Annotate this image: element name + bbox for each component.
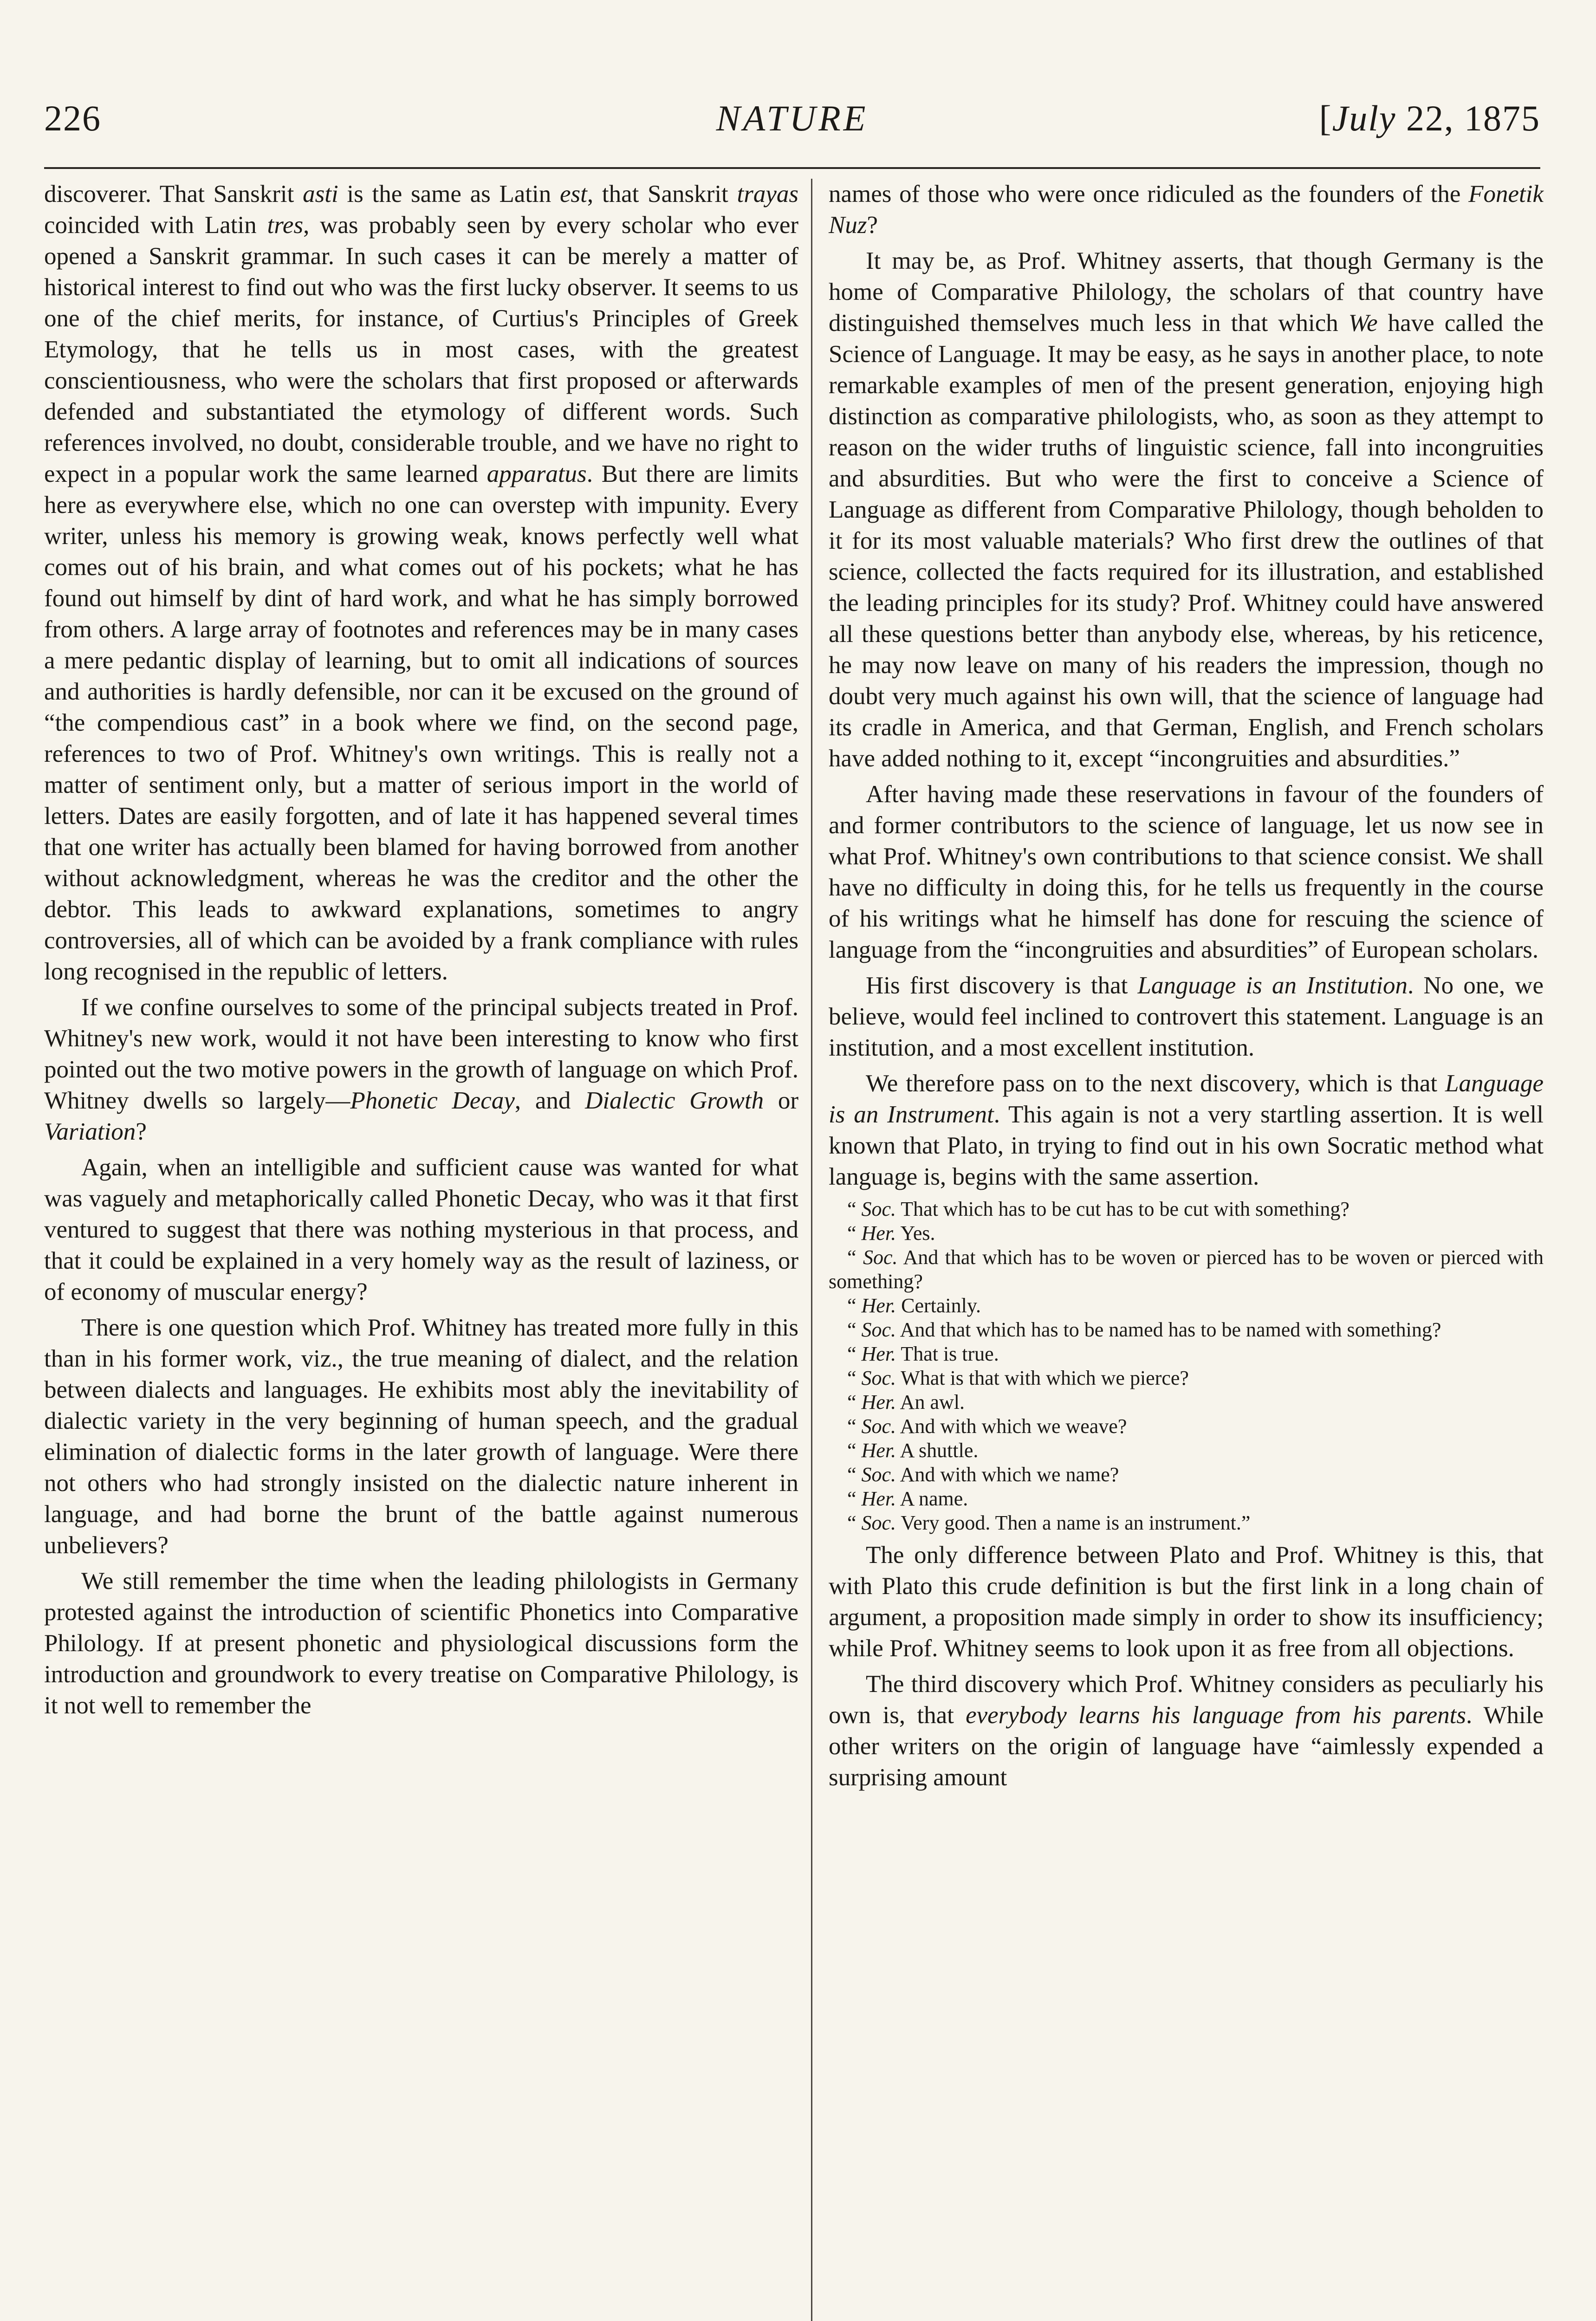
dialogue-speaker: Soc. — [861, 1198, 896, 1220]
paragraph: There is one question which Prof. Whitney has treated more fully in this than in his former work, viz., the true meaning of dialect, and the relation between dialects and languages. He exhibits most ably the inevitability of dialectic variety in the very beginning of human speech, and the gradual elimination of dialectic forms in the later growth of language. Were there not others who had strongly insisted on the dialectic nature inherent in language, and had borne the brunt of the battle against numerous unbelievers? — [44, 1314, 798, 1559]
dialogue-speaker: Soc. — [861, 1511, 896, 1534]
paragraph: His first discovery is that Language is an Institution. No one, we believe, would feel inclined to controvert this statement. Language is an institution, and a most excellent institution. — [829, 972, 1544, 1061]
dialogue-speaker: Her. — [861, 1391, 896, 1413]
dialogue-line: “ Soc. Very good. Then a name is an instrument.” — [847, 1511, 1251, 1534]
dialogue-speaker: Her. — [861, 1487, 896, 1510]
dialogue-speaker: Soc. — [861, 1415, 896, 1438]
header-rule — [44, 167, 1540, 169]
dialogue-text: What is that with which we pierce? — [901, 1367, 1189, 1389]
dialogue-text: And that which has to be woven or pierced has to be woven or pierced with something? — [829, 1246, 1544, 1293]
dialogue-text: A name. — [900, 1487, 968, 1510]
dialogue-speaker: Soc. — [861, 1463, 896, 1486]
dialogue-line: “ Her. A name. — [847, 1487, 968, 1510]
page-number: 226 — [44, 98, 101, 138]
paragraph: We still remember the time when the leading philologists in Germany protested against the introduction of scientific Phonetics into Comparative Philology. If at present phonetic and physiological discussions form the introduction and groundwork to every treatise on Comparative Philology, is it not well to remember the — [44, 1568, 798, 1719]
dialogue-text: And with which we weave? — [900, 1415, 1127, 1438]
running-header — [44, 97, 1540, 153]
plato-dialogue-quote — [829, 1197, 1544, 1535]
issue-day-year: 22, 1875 — [1406, 98, 1540, 138]
paragraph: If we confine ourselves to some of the principal subjects treated in Prof. Whitney's new work, would it not have been interesting to know who first pointed out the two motive powers in the growth of language on which Prof. Whitney dwells so largely—Phonetic Decay, and Dialectic Growth or Variation? — [44, 994, 798, 1145]
dialogue-speaker: Her. — [861, 1439, 896, 1462]
dialogue-line: “ Her. An awl. — [847, 1391, 965, 1413]
dialogue-text: Yes. — [900, 1222, 935, 1245]
dialogue-speaker: Her. — [861, 1222, 896, 1245]
paragraph: The only difference between Plato and Prof. Whitney is this, that with Plato this crude definition is but the first link in a long chain of argument, a proposition made simply in order to show its insufficiency; while Prof. Whitney seems to look upon it as free from all objections. — [829, 1542, 1544, 1662]
dialogue-line: “ Soc. And that which has to be woven or pierced has to be woven or pierced with something? — [829, 1246, 1544, 1293]
dialogue-speaker: Her. — [861, 1342, 896, 1365]
left-column — [44, 179, 798, 1726]
paragraph: We therefore pass on to the next discovery, which is that Language is an Instrument. This again is not a very startling assertion. It is well known that Plato, in trying to find out in his own Socratic method what language is, begins with the same assertion. — [829, 1070, 1544, 1190]
dialogue-text: Very good. Then a name is an instrument.” — [901, 1511, 1251, 1534]
dialogue-text: An awl. — [900, 1391, 965, 1413]
dialogue-line: “ Soc. And that which has to be named has to be named with something? — [847, 1318, 1441, 1341]
dialogue-line: “ Her. That is true. — [847, 1342, 999, 1365]
dialogue-line: “ Soc. And with which we weave? — [847, 1415, 1127, 1438]
dialogue-line: “ Soc. What is that with which we pierce? — [847, 1367, 1189, 1389]
dialogue-text: And with which we name? — [900, 1463, 1119, 1486]
dialogue-line: “ Her. Certainly. — [847, 1294, 981, 1317]
dialogue-text: That which has to be cut has to be cut with something? — [901, 1198, 1349, 1220]
dialogue-line: “ Her. A shuttle. — [847, 1439, 979, 1462]
paragraph: It may be, as Prof. Whitney asserts, that though Germany is the home of Comparative Philology, the scholars of that country have distinguished themselves much less in that which We have called the Science of Language. It may be easy, as he says in another place, to note remarkable examples of men of the present generation, enjoying high distinction as comparative philologists, who, as soon as they attempt to reason on the wider truths of linguistic science, fall into incongruities and absurdities. But who were the first to conceive a Science of Language as different from Comparative Philology, though beholden to it for its most valuable materials? Who first drew the outlines of that science, collected the facts required for its illustration, and established the leading principles for its study? Prof. Whitney could have answered all these questions better than anybody else, whereas, by his reticence, he may now leave on many of his readers the impression, though no doubt very much against his own will, that the science of language had its cradle in America, and that German, English, and French scholars have added nothing to it, except “incongruities and absurdities.” — [829, 247, 1544, 772]
paragraph: names of those who were once ridiculed as the founders of the Fonetik Nuz? — [829, 181, 1544, 239]
dialogue-line: “ Her. Yes. — [847, 1222, 935, 1245]
dialogue-speaker: Soc. — [861, 1367, 896, 1389]
paragraph: Again, when an intelligible and sufficient cause was wanted for what was vaguely and metaphorically called Phonetic Decay, who was it that first ventured to suggest that there was nothing mysterious in that process, and that it could be explained in a very homely way as the result of laziness, or of economy of muscular energy? — [44, 1154, 798, 1305]
right-column — [829, 179, 1544, 1798]
paragraph: discoverer. That Sanskrit asti is the same as Latin est, that Sanskrit trayas coincided with Latin tres, was probably seen by every scholar who ever opened a Sanskrit grammar. In such cases it can be merely a matter of historical interest to find out who was the first lucky observer. It seems to us one of the chief merits, for instance, of Curtius's Principles of Greek Etymology, that he tells us in most cases, with the greatest conscientiousness, who were the scholars that first proposed or afterwards defended and substantiated the etymology of different words. Such references involved, no doubt, considerable trouble, and we have no right to expect in a popular work the same learned apparatus. But there are limits here as everywhere else, which no one can overstep with impunity. Every writer, unless his memory is growing weak, knows perfectly well what comes out of his brain, and what comes out of his pockets; what he has found out himself by dint of hard work, and what he has simply borrowed from others. A large array of footnotes and references may be in many cases a mere pedantic display of learning, but to omit all indications of sources and authorities is hardly defensible, nor can it be excused on the ground of “the compendious cast” in a book where we find, on the second page, references to two of Prof. Whitney's own writings. This is really not a matter of sentiment only, but a matter of serious import in the world of letters. Dates are easily forgotten, and of late it has happened several times that one writer has actually been blamed for having borrowed from another without acknowledgment, whereas he was the creditor and the other the debtor. This leads to awkward explanations, sometimes to angry controversies, all of which can be avoided by a frank compliance with rules long recognised in the republic of letters. — [44, 181, 799, 985]
issue-month: July — [1332, 98, 1396, 138]
issue-date: [July 22, 1875 — [1319, 98, 1540, 138]
journal-title: NATURE — [716, 98, 869, 138]
dialogue-text: And that which has to be named has to be named with something? — [900, 1318, 1441, 1341]
paragraph: The third discovery which Prof. Whitney considers as peculiarly his own is, that everybody learns his language from his parents. While other writers on the origin of language have “aimlessly expended a surprising amount — [829, 1671, 1544, 1791]
column-divider — [811, 179, 812, 2321]
dialogue-speaker: Soc. — [861, 1318, 896, 1341]
dialogue-line: “ Soc. That which has to be cut has to be cut with something? — [847, 1198, 1349, 1220]
dialogue-speaker: Soc. — [863, 1246, 898, 1269]
dialogue-text: Certainly. — [901, 1294, 981, 1317]
dialogue-text: A shuttle. — [900, 1439, 979, 1462]
dialogue-text: That is true. — [901, 1342, 999, 1365]
dialogue-line: “ Soc. And with which we name? — [847, 1463, 1119, 1486]
dialogue-speaker: Her. — [861, 1294, 896, 1317]
paragraph: After having made these reservations in favour of the founders of and former contributors to the science of language, let us now see in what Prof. Whitney's own contributions to that science consist. We shall have no difficulty in doing this, for he tells us frequently in the course of his writings what he himself has done for rescuing the science of language from the “incongruities and absurdities” of European scholars. — [829, 781, 1544, 963]
